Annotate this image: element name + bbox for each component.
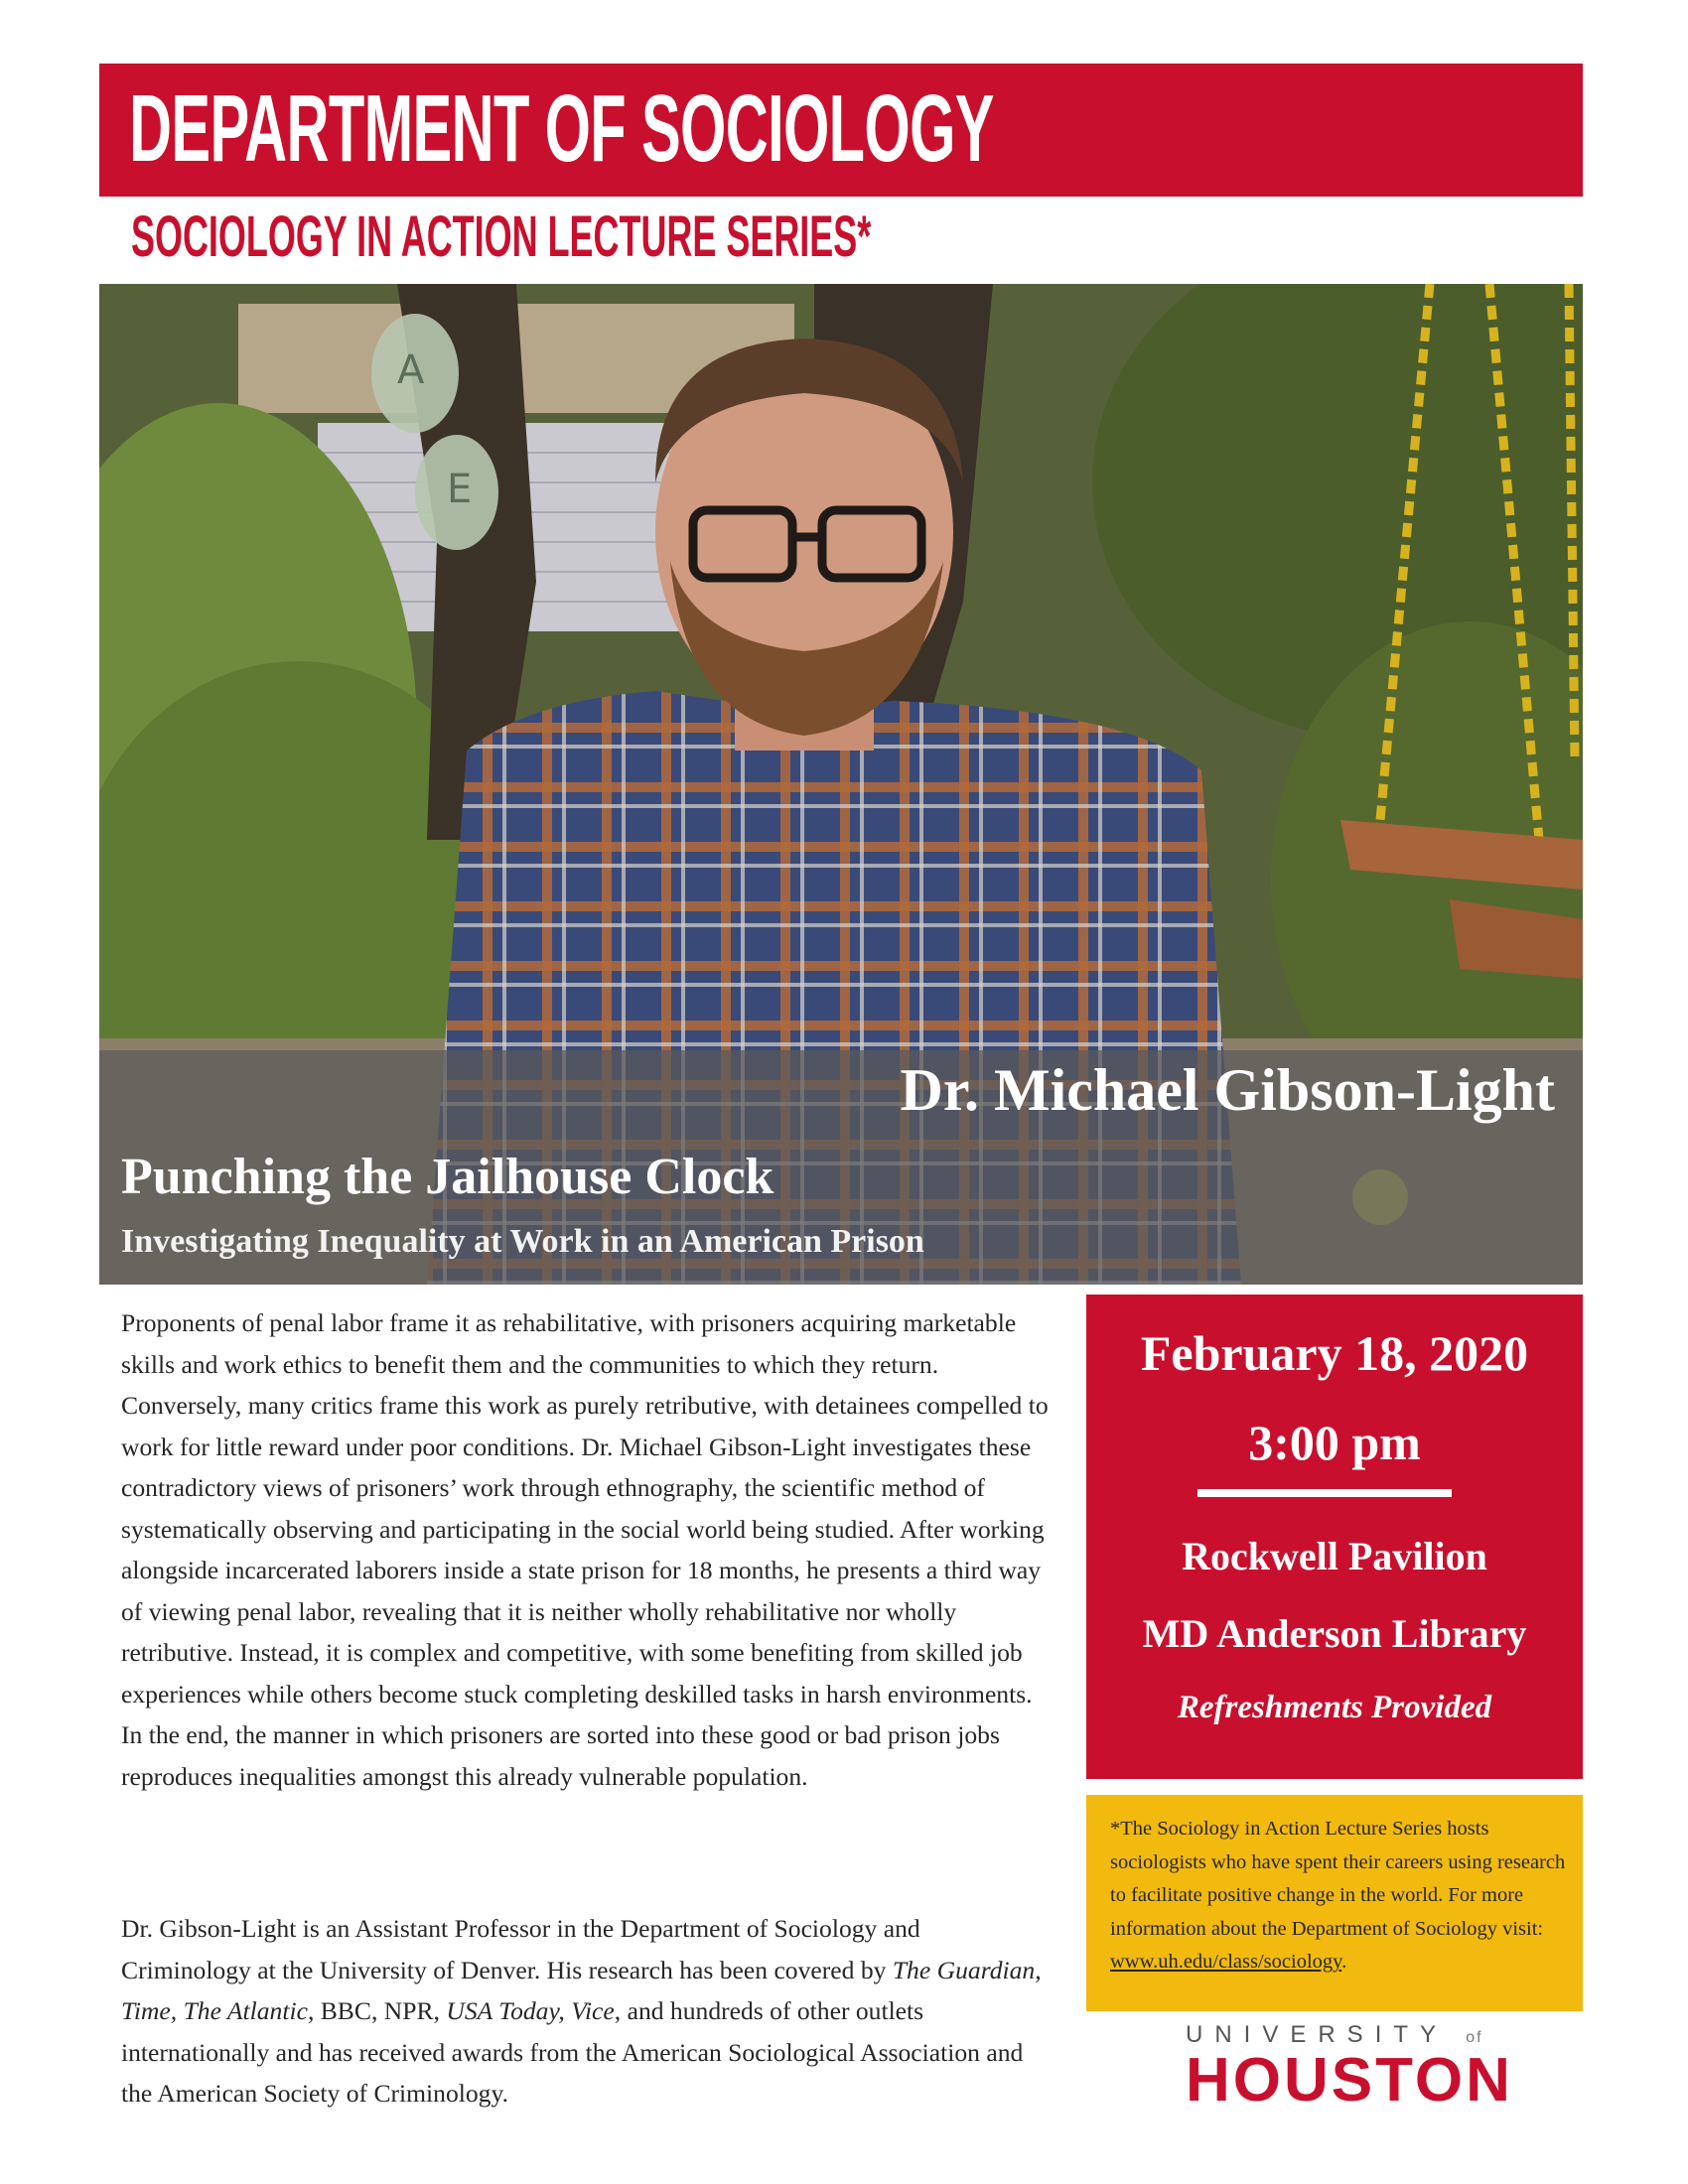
sociology-website-link[interactable]: www.uh.edu/class/sociology (1110, 1951, 1342, 1974)
bio-outlets: The Guardian, Time, The Atlantic (121, 1955, 1042, 2025)
refreshments-note: Refreshments Provided (1177, 1690, 1492, 1725)
series-note-box (1086, 1795, 1583, 2011)
bio-text: , and hundreds of other outlets internationally and has received awards from the American Sociological Association and the American Society of Criminology. (121, 1996, 1024, 2108)
logo-university: UNIVERSITY (1186, 2021, 1448, 2048)
event-details-box (1086, 1295, 1583, 1779)
sign-letter: E (447, 467, 473, 512)
event-library: MD Anderson Library (1142, 1611, 1527, 1656)
sign-letter: A (397, 347, 425, 393)
abstract-text: Proponents of penal labor frame it as rehabilitative, with prisoners acquiring marketable skills and work ethics to benefit them and the communities to which they return. Conversely, many critics frame this work as purely retributive, with detainees compelled to work for little reward under poor conditions. Dr. Michael Gibson-Light investigates these contradictory views of prisoners’ work through ethnography, the scientific method of systematically observing and participating in the social world being studied. After working alongside incarcerated laborers inside a state prison for 18 months, he presents a third way of viewing penal labor, revealing that it is neither wholly rehabilitative nor wholly retributive. Instead, it is complex and competitive, with some benefiting from skilled job experiences while others become stuck completing deskilled tasks in harsh environments. In the end, the manner in which prisoners are sorted into these good or bad prison jobs reproduces inequalities amongst this already vulnerable population. (121, 1308, 1049, 1791)
speaker-name: Dr. Michael Gibson-Light (900, 1057, 1555, 1123)
speaker-photo (99, 284, 1583, 1285)
speaker-bio (121, 1908, 1055, 2115)
university-logo-name: HOUSTON (1186, 2046, 1513, 2115)
event-time: 3:00 pm (1248, 1415, 1421, 1470)
talk-title: Punching the Jailhouse Clock (121, 1149, 774, 1205)
divider (1197, 1489, 1452, 1497)
talk-subtitle: Investigating Inequality at Work in an American Prison (121, 1223, 924, 1260)
lecture-series-title: SOCIOLOGY IN ACTION LECTURE SERIES* (131, 205, 872, 269)
bio-outlets: USA Today, Vice (446, 1996, 615, 2025)
logo-of: of (1466, 2029, 1483, 2046)
series-note-text: *The Sociology in Action Lecture Series hosts sociologists who have spent their careers using research to facilitate positive change in the world. For more information about the Department of Sociology visit: (1110, 1818, 1566, 1940)
series-note (1110, 1813, 1567, 1979)
event-date: February 18, 2020 (1140, 1325, 1529, 1381)
bio-text: , BBC, NPR, (307, 1996, 447, 2025)
bio-text: Dr. Gibson-Light is an Assistant Professor in the Department of Sociology and Criminology at the University of Denver. His research has been covered by (121, 1914, 920, 1984)
department-title: DEPARTMENT OF SOCIOLOGY (129, 75, 994, 182)
header-banner (99, 64, 1583, 197)
series-note-suffix: . (1341, 1951, 1347, 1974)
event-venue: Rockwell Pavilion (1182, 1534, 1487, 1578)
